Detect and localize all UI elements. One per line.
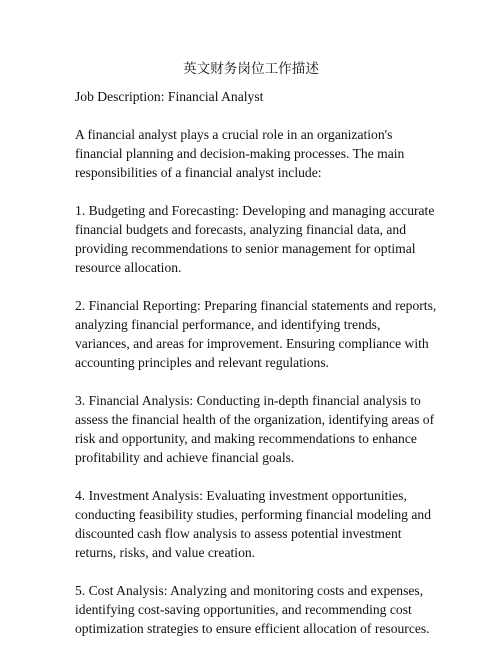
responsibility-item-budgeting: 1. Budgeting and Forecasting: Developing and managing accurate financial budgets and forecasts, analyzing financial data, and providing recommendations to senior management for optimal resource allocation.	[75, 203, 435, 275]
job-title-heading: Job Description: Financial Analyst	[75, 89, 264, 104]
responsibility-item-investment: 4. Investment Analysis: Evaluating investment opportunities, conducting feasibility studies, performing financial modeling and discounted cash flow analysis to assess potential investment returns, risks, and value creation.	[75, 488, 431, 560]
document-body	[75, 87, 437, 657]
responsibility-item-reporting: 2. Financial Reporting: Preparing financial statements and reports, analyzing financial performance, and identifying trends, variances, and areas for improvement. Ensuring compliance with accounting principles and relevant regulations.	[75, 298, 437, 370]
intro-paragraph: A financial analyst plays a crucial role in an organization's financial planning and decision-making processes. The main responsibilities of a financial analyst include:	[75, 127, 405, 180]
document-title: 英文财务岗位工作描述	[183, 61, 319, 76]
responsibility-item-analysis: 3. Financial Analysis: Conducting in-depth financial analysis to assess the financial health of the organization, identifying areas of risk and opportunity, and making recommendations to enhance profitability and achieve financial goals.	[75, 393, 435, 465]
responsibility-item-cost: 5. Cost Analysis: Analyzing and monitoring costs and expenses, identifying cost-saving opportunities, and recommending cost optimization strategies to ensure efficient allocation of resources.	[75, 583, 430, 636]
